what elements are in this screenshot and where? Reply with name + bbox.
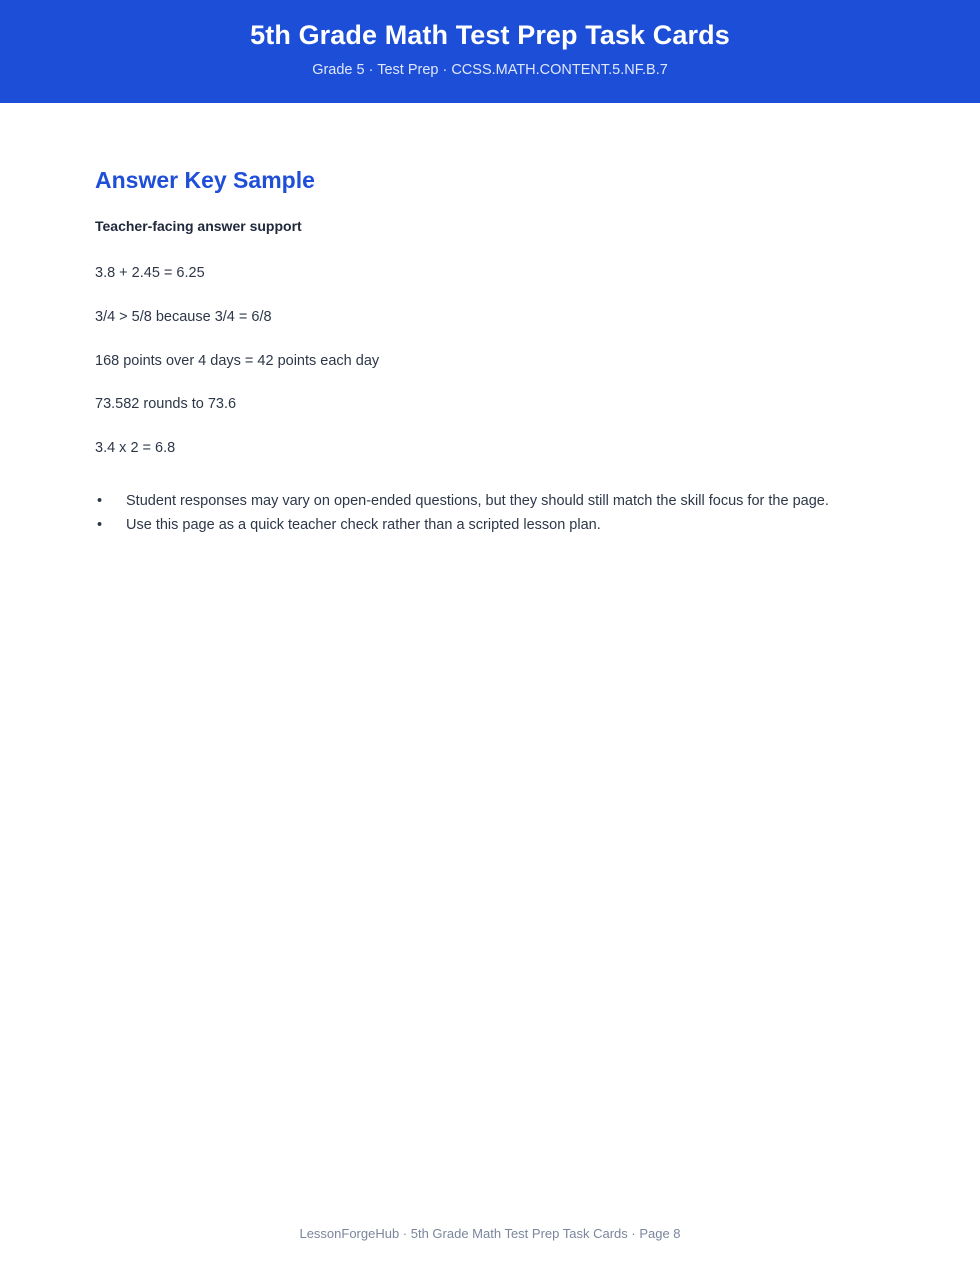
section-heading: Answer Key Sample <box>95 167 315 193</box>
answer-line: 3.4 x 2 = 6.8 <box>95 439 176 456</box>
bullet-icon: • <box>97 493 103 510</box>
answer-line: 73.582 rounds to 73.6 <box>95 396 237 413</box>
list-item <box>95 514 885 537</box>
page-footer <box>0 1200 980 1268</box>
page-subtitle: Grade 5 · Test Prep · CCSS.MATH.CONTENT.5.NF.B.7 <box>312 61 668 78</box>
list-item <box>95 490 885 513</box>
teacher-notes-list <box>95 458 885 537</box>
answer-line: 168 points over 4 days = 42 points each day <box>95 352 380 369</box>
list-item-label: Use this page as a quick teacher check rather than a scripted lesson plan. <box>126 516 601 533</box>
page-title: 5th Grade Math Test Prep Task Cards <box>250 20 730 50</box>
page-header <box>0 0 980 103</box>
footer-text: LessonForgeHub · 5th Grade Math Test Prep Task Cards · Page 8 <box>299 1225 681 1241</box>
page-body <box>0 103 980 537</box>
list-item-label: Student responses may vary on open-ended questions, but they should still match the skill focus for the page. <box>126 493 829 510</box>
answer-line: 3/4 > 5/8 because 3/4 = 6/8 <box>95 308 272 325</box>
answer-key-list <box>95 234 885 458</box>
section-subheading: Teacher-facing answer support <box>95 217 302 234</box>
bullet-icon: • <box>97 516 103 533</box>
answer-line: 3.8 + 2.45 = 6.25 <box>95 265 205 282</box>
